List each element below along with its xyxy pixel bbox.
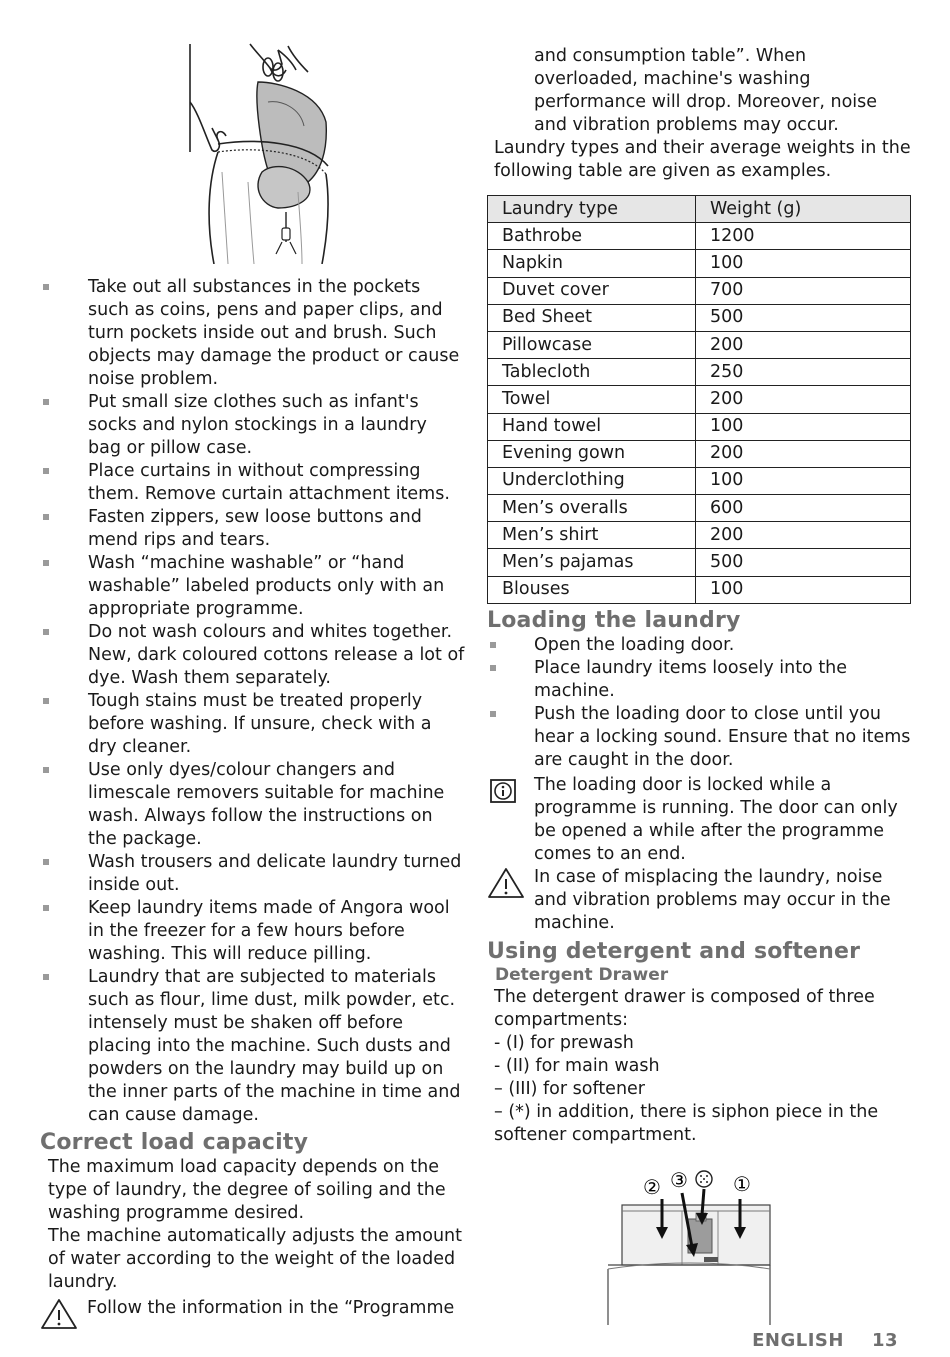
- table-row: Pillowcase 200: [488, 331, 911, 358]
- footer-language: ENGLISH: [752, 1330, 844, 1351]
- bullet-square-icon: [43, 629, 49, 635]
- detergent-intro: The detergent drawer is composed of three compartments:: [494, 986, 875, 1030]
- table-row: Bathrobe 1200: [488, 223, 911, 250]
- list-item: Take out all substances in the pockets such as coins, pens and paper clips, and turn pockets inside out and brush. Such objects may damage the product or cause noise problem.: [40, 276, 465, 391]
- column-header-laundry-type: Laundry type: [488, 196, 696, 223]
- bullet-square-icon: [43, 284, 49, 290]
- list-item: Open the loading door.: [487, 634, 912, 657]
- list-item: Do not wash colours and whites together. New, dark coloured cottons release a lot of dye. Wash them separately.: [40, 621, 465, 690]
- table-row: Tablecloth 250: [488, 359, 911, 386]
- left-column: [40, 276, 465, 1320]
- list-item: Wash “machine washable” or “hand washable” labeled products only with an appropriate programme.: [40, 552, 465, 621]
- list-item: Fasten zippers, sew loose buttons and mend rips and tears.: [40, 506, 465, 552]
- table-row: Men’s shirt 200: [488, 522, 911, 549]
- bullet-square-icon: [43, 767, 49, 773]
- compartment-item: – (III) for softener: [494, 1078, 645, 1099]
- bullet-square-icon: [43, 859, 49, 865]
- compartment-item: – (*) in addition, there is siphon piece in the softener compartment.: [494, 1101, 879, 1145]
- page-number: 13: [871, 1330, 898, 1351]
- table-row: Men’s overalls 600: [488, 495, 911, 522]
- list-item: Place laundry items loosely into the machine.: [487, 657, 912, 703]
- loading-heading: Loading the laundry: [487, 607, 741, 633]
- bullet-square-icon: [43, 560, 49, 566]
- overload-warning: Follow the information in the “Programme: [40, 1297, 465, 1320]
- table-row: Duvet cover 700: [488, 277, 911, 304]
- table-row: Napkin 100: [488, 250, 911, 277]
- table-header-row: [488, 196, 911, 223]
- correct-load-paragraph-2: The machine automatically adjusts the amount of water according to the weight of the loaded laundry.: [48, 1226, 462, 1292]
- bullet-square-icon: [43, 514, 49, 520]
- list-item: Wash trousers and delicate laundry turned inside out.: [40, 851, 465, 897]
- compartment-item: - (II) for main wash: [494, 1055, 660, 1076]
- compartment-label-1: ①: [733, 1172, 751, 1196]
- list-item: Keep laundry items made of Angora wool in the freezer for a few hours before washing. This will reduce pilling.: [40, 897, 465, 966]
- door-lock-info: The loading door is locked while a programme is running. The door can only be opened a while after the programme comes to an end.: [487, 774, 912, 866]
- column-header-weight: Weight (g): [696, 196, 911, 223]
- bullet-square-icon: [43, 399, 49, 405]
- table-row: Men’s pajamas 500: [488, 549, 911, 576]
- table-row: Underclothing 100: [488, 467, 911, 494]
- laundry-bag-illustration: [178, 42, 343, 264]
- warning-triangle-icon: [487, 866, 525, 900]
- list-item: Tough stains must be treated properly before washing. If unsure, check with a dry cleaner.: [40, 690, 465, 759]
- bullet-square-icon: [43, 905, 49, 911]
- page-footer: [752, 1330, 898, 1351]
- list-item: Place curtains in without compressing them. Remove curtain attachment items.: [40, 460, 465, 506]
- correct-load-paragraph-1: The maximum load capacity depends on the type of laundry, the degree of soiling and the washing programme desired.: [48, 1157, 446, 1223]
- info-icon: [488, 776, 518, 806]
- table-row: Evening gown 200: [488, 440, 911, 467]
- bullet-square-icon: [490, 642, 496, 648]
- warning-triangle-icon: [40, 1297, 78, 1331]
- compartment-label-2: ②: [643, 1175, 661, 1199]
- loading-list: [487, 634, 912, 772]
- overload-warning-continued: and consumption table”. When overloaded, machine's washing performance will drop. Moreover, noise and vibration problems may occur.: [534, 46, 878, 135]
- detergent-heading: Using detergent and softener: [487, 938, 861, 964]
- table-intro: Laundry types and their average weights in the following table are given as examples.: [494, 138, 911, 181]
- table-row: Blouses 100: [488, 576, 911, 603]
- right-column: [487, 45, 912, 1147]
- bullet-square-icon: [43, 468, 49, 474]
- list-item: Put small size clothes such as infant's socks and nylon stockings in a laundry bag or pillow case.: [40, 391, 465, 460]
- siphon-symbol-icon: [696, 1171, 712, 1187]
- table-row: Towel 200: [488, 386, 911, 413]
- table-row: Bed Sheet 500: [488, 304, 911, 331]
- detergent-drawer-subheading: Detergent Drawer: [495, 964, 669, 985]
- bullet-square-icon: [490, 711, 496, 717]
- compartment-item: - (I) for prewash: [494, 1032, 634, 1053]
- detergent-drawer-diagram: [600, 1165, 780, 1325]
- misplacing-warning: In case of misplacing the laundry, noise and vibration problems may occur in the machine.: [487, 866, 912, 935]
- bullet-square-icon: [43, 698, 49, 704]
- list-item: Push the loading door to close until you hear a locking sound. Ensure that no items are caught in the door.: [487, 703, 912, 772]
- bullet-square-icon: [490, 665, 496, 671]
- correct-load-heading: Correct load capacity: [40, 1130, 309, 1155]
- list-item: Use only dyes/colour changers and limescale removers suitable for machine wash. Always follow the instructions on the package.: [40, 759, 465, 851]
- table-row: Hand towel 100: [488, 413, 911, 440]
- laundry-weight-table: [487, 195, 911, 604]
- compartment-label-3: ③: [670, 1168, 688, 1192]
- list-item: Laundry that are subjected to materials such as flour, lime dust, milk powder, etc. intensely must be shaken off before placing into the machine. Such dusts and powders on the laundry may build up on the inner parts of the machine in time and can cause damage.: [40, 966, 465, 1127]
- bullet-square-icon: [43, 974, 49, 980]
- preparation-list: [40, 276, 465, 1127]
